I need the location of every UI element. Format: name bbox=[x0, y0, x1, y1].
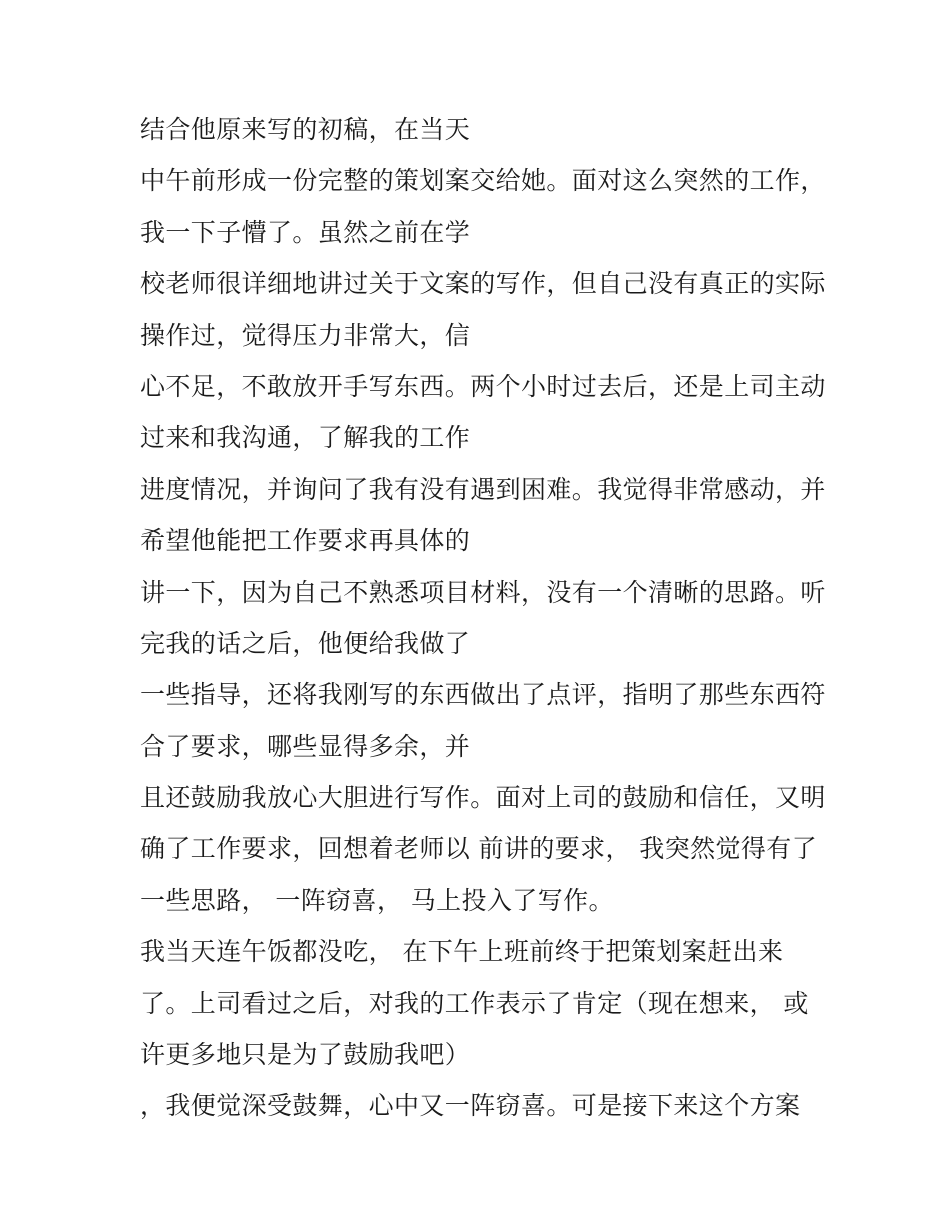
text-line: 一些指导，还将我刚写的东西做出了点评，指明了那些东西符 bbox=[140, 680, 826, 710]
text-line: 完我的话之后，他便给我做了 bbox=[140, 628, 471, 658]
text-line: 我当天连午饭都没吃， 在下午上班前终于把策划案赶出来 bbox=[140, 937, 784, 967]
text-line: 许更多地只是为了鼓励我吧） bbox=[140, 1040, 471, 1070]
text-line: 操作过，觉得压力非常大，信 bbox=[140, 320, 471, 350]
text-line: ，我便觉深受鼓舞，心中又一阵窃喜。可是接下来这个方案 bbox=[140, 1091, 801, 1121]
text-line: 结合他原来写的初稿，在当天 bbox=[140, 115, 471, 144]
text-line: 我一下子懵了。虽然之前在学 bbox=[140, 217, 471, 247]
text-line: 合了要求，哪些显得多余，并 bbox=[140, 731, 471, 761]
text-line: 校老师很详细地讲过关于文案的写作，但自己没有真正的实际 bbox=[140, 269, 826, 299]
text-line: 且还鼓励我放心大胆进行写作。面对上司的鼓励和信任，又明 bbox=[140, 783, 826, 813]
text-line: 一些思路， 一阵窃喜， 马上投入了写作。 bbox=[140, 885, 614, 915]
text-line: 进度情况，并询问了我有没有遇到困难。我觉得非常感动，并 bbox=[140, 474, 826, 504]
text-line: 过来和我沟通，了解我的工作 bbox=[140, 423, 471, 453]
text-line: 了。上司看过之后，对我的工作表示了肯定（现在想来， 或 bbox=[140, 988, 809, 1018]
document-body bbox=[140, 104, 840, 1132]
text-line: 中午前形成一份完整的策划案交给她。面对这么突然的工作， bbox=[140, 166, 826, 196]
text-line: 希望他能把工作要求再具体的 bbox=[140, 526, 471, 556]
text-line: 心不足，不敢放开手写东西。两个小时过去后，还是上司主动 bbox=[140, 371, 826, 401]
text-line: 讲一下，因为自己不熟悉项目材料，没有一个清晰的思路。听 bbox=[140, 577, 826, 607]
text-line: 确了工作要求，回想着老师以 前讲的要求， 我突然觉得有了 bbox=[140, 834, 818, 864]
